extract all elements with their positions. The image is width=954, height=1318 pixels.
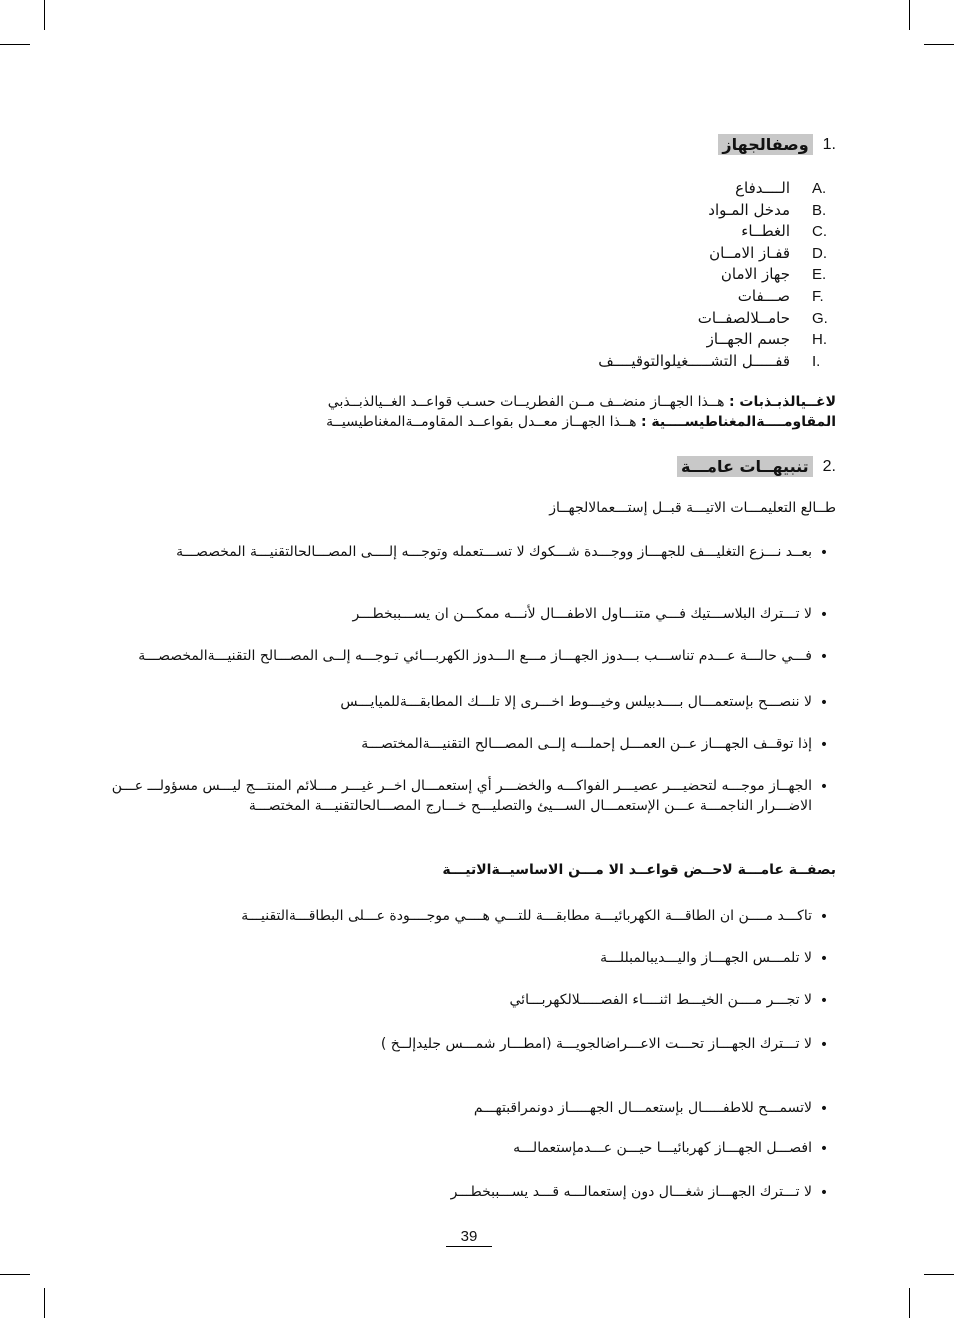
bullet-icon: • <box>819 909 829 925</box>
crop-mark <box>924 44 954 45</box>
section2-intro: طــالع التعليمـــات الاتيـــة قبــل إستـــعمالالجهــاز <box>549 500 836 516</box>
section2-heading <box>677 456 836 477</box>
list-item: الغطــاء C. <box>741 222 827 241</box>
section1-number: 1. <box>822 135 836 153</box>
list-item: • لا تـــترك الجهـــاز شغـــال دون إستعمالـــه قـــد يســـببخطـــر <box>110 1182 836 1204</box>
list-item: • لاتسمـــح للاطفـــــال بإستعمـــال الجهـــــاز دونمراقبتهـــم <box>110 1098 836 1120</box>
list-item: • إذا توقــف الجهـــاز عــن العمـــل إحملـــه إلــى المصـــالح التقنيـــةالمختصـــة <box>110 734 836 756</box>
list-item: جهاز الامان E. <box>720 265 827 284</box>
bullet-icon: • <box>819 779 829 795</box>
safety-subheading: بصفــة عامـــة لاحــض قواعــد الا مـــن الاساسيــةالاتيـــة <box>442 862 836 878</box>
list-item: • لا تلمـــس الجهـــاز واليـــديبالمبللـــة <box>110 948 836 970</box>
list-item: صـــفات F. <box>737 286 824 305</box>
list-item: قفـــــل التشـــــغيلوالتوقيــــف I. <box>598 351 821 370</box>
section2-number: 2. <box>822 457 836 475</box>
bullet-icon: • <box>819 545 829 561</box>
bullet-icon: • <box>819 1101 829 1117</box>
bullet-icon: • <box>819 951 829 967</box>
page-number: 39 <box>446 1228 492 1247</box>
list-item: • لا تـــترك البلاســـتيك فـــي متنـــاول الاطفـــال لأنـــه ممكـــن ان يســـببخطـــر <box>110 604 836 626</box>
section2-title: تنبيهــات عامـــة <box>677 456 813 477</box>
parts-list <box>536 178 836 372</box>
crop-mark <box>909 0 910 30</box>
crop-mark <box>0 44 30 45</box>
note-vibration: لاغــيالذبـذبات : هــذا الجهــاز منضــف مــن الفطريــات حسـب قواعــد الغــيالذبــذبي <box>327 394 836 410</box>
crop-mark <box>44 1288 45 1318</box>
section1-title: وصفالجهاز <box>718 134 812 155</box>
list-item: • الجهــاز موجـــه لتحضيـــر عصيـــر الفواكـــه والخضـــر أي إستعمـــال اخــر غيـــر مـــلائم المنتـــج ليـــس مسؤولـــ عـــن الاضـــرار الناجمـــة عـــن الإستعمـــال الســـيئ والتصليـــح خـــارج المصـــالحالتقنيـــة المختصـــة <box>110 776 836 816</box>
bullet-icon: • <box>819 649 829 665</box>
list-item: • لا تجـــر مــــن الخيـــط اثنــــاء الفصـــــلالكهربـــائي <box>110 990 836 1012</box>
bullet-icon: • <box>819 1141 829 1157</box>
bullet-icon: • <box>819 695 829 711</box>
bullet-icon: • <box>819 1185 829 1201</box>
bullet-icon: • <box>819 993 829 1009</box>
list-item: • بعــد نـــزع التغليـــف للجهـــاز ووجـــدة شـــكوك لا تســـتعمله وتوجـــه إلــــى المصـــالحالتقنيـــة المخصصـــة <box>110 542 836 564</box>
list-item: • فـــي حالـــة عـــدم تناســـب بـــدوز الجهـــاز مـــع الـــدوز الكهربـــائي تـوجـــه إلــى المصـــالح التقنيـــةالمخصصـــة <box>110 646 836 668</box>
list-item: • لا تـــترك الجهـــاز تحـــت الاعـــراضالجويـــة (امطـــار شمـــس جليدإلــخ ) <box>110 1034 836 1056</box>
bullet-icon: • <box>819 607 829 623</box>
bullet-icon: • <box>819 737 829 753</box>
list-item: مدخل المـواد B. <box>708 200 827 219</box>
bullet-icon: • <box>819 1037 829 1053</box>
list-item: حامــلالصفــات G. <box>697 308 828 327</box>
crop-mark <box>909 1288 910 1318</box>
list-item: • تاكـــد مــــن ان الطاقـــة الكهربائيـــة مطابقـــة للتـــي هــــي موجــــودة عـــلى البطاقـــةالتقنيـــة <box>110 906 836 928</box>
list-item: • لا ننصـــح بإستعمـــال بــــدبيلس وخيـــوط اخـــرى إلا تلـــك المطابقـــةللميايـــس <box>110 692 836 714</box>
crop-mark <box>44 0 45 30</box>
list-item: الــــدفاع A. <box>735 179 827 197</box>
crop-mark <box>924 1274 954 1275</box>
manual-page <box>110 130 836 1250</box>
list-item: • افصـــل الجهـــاز كهربائيـــا حيـــن عـــدمإستعمالـــه <box>110 1138 836 1160</box>
section1-heading <box>718 134 836 155</box>
list-item: جسم الجهــاز H. <box>706 330 827 349</box>
note-magnetic: المقاومــــةالمغناطيســــية : هــذا الجهــاز معــدل بقواعــد المقاومــةالمغناطيسيــة <box>326 414 836 430</box>
crop-mark <box>0 1274 30 1275</box>
list-item: قفـاز الامــان D. <box>709 243 827 262</box>
